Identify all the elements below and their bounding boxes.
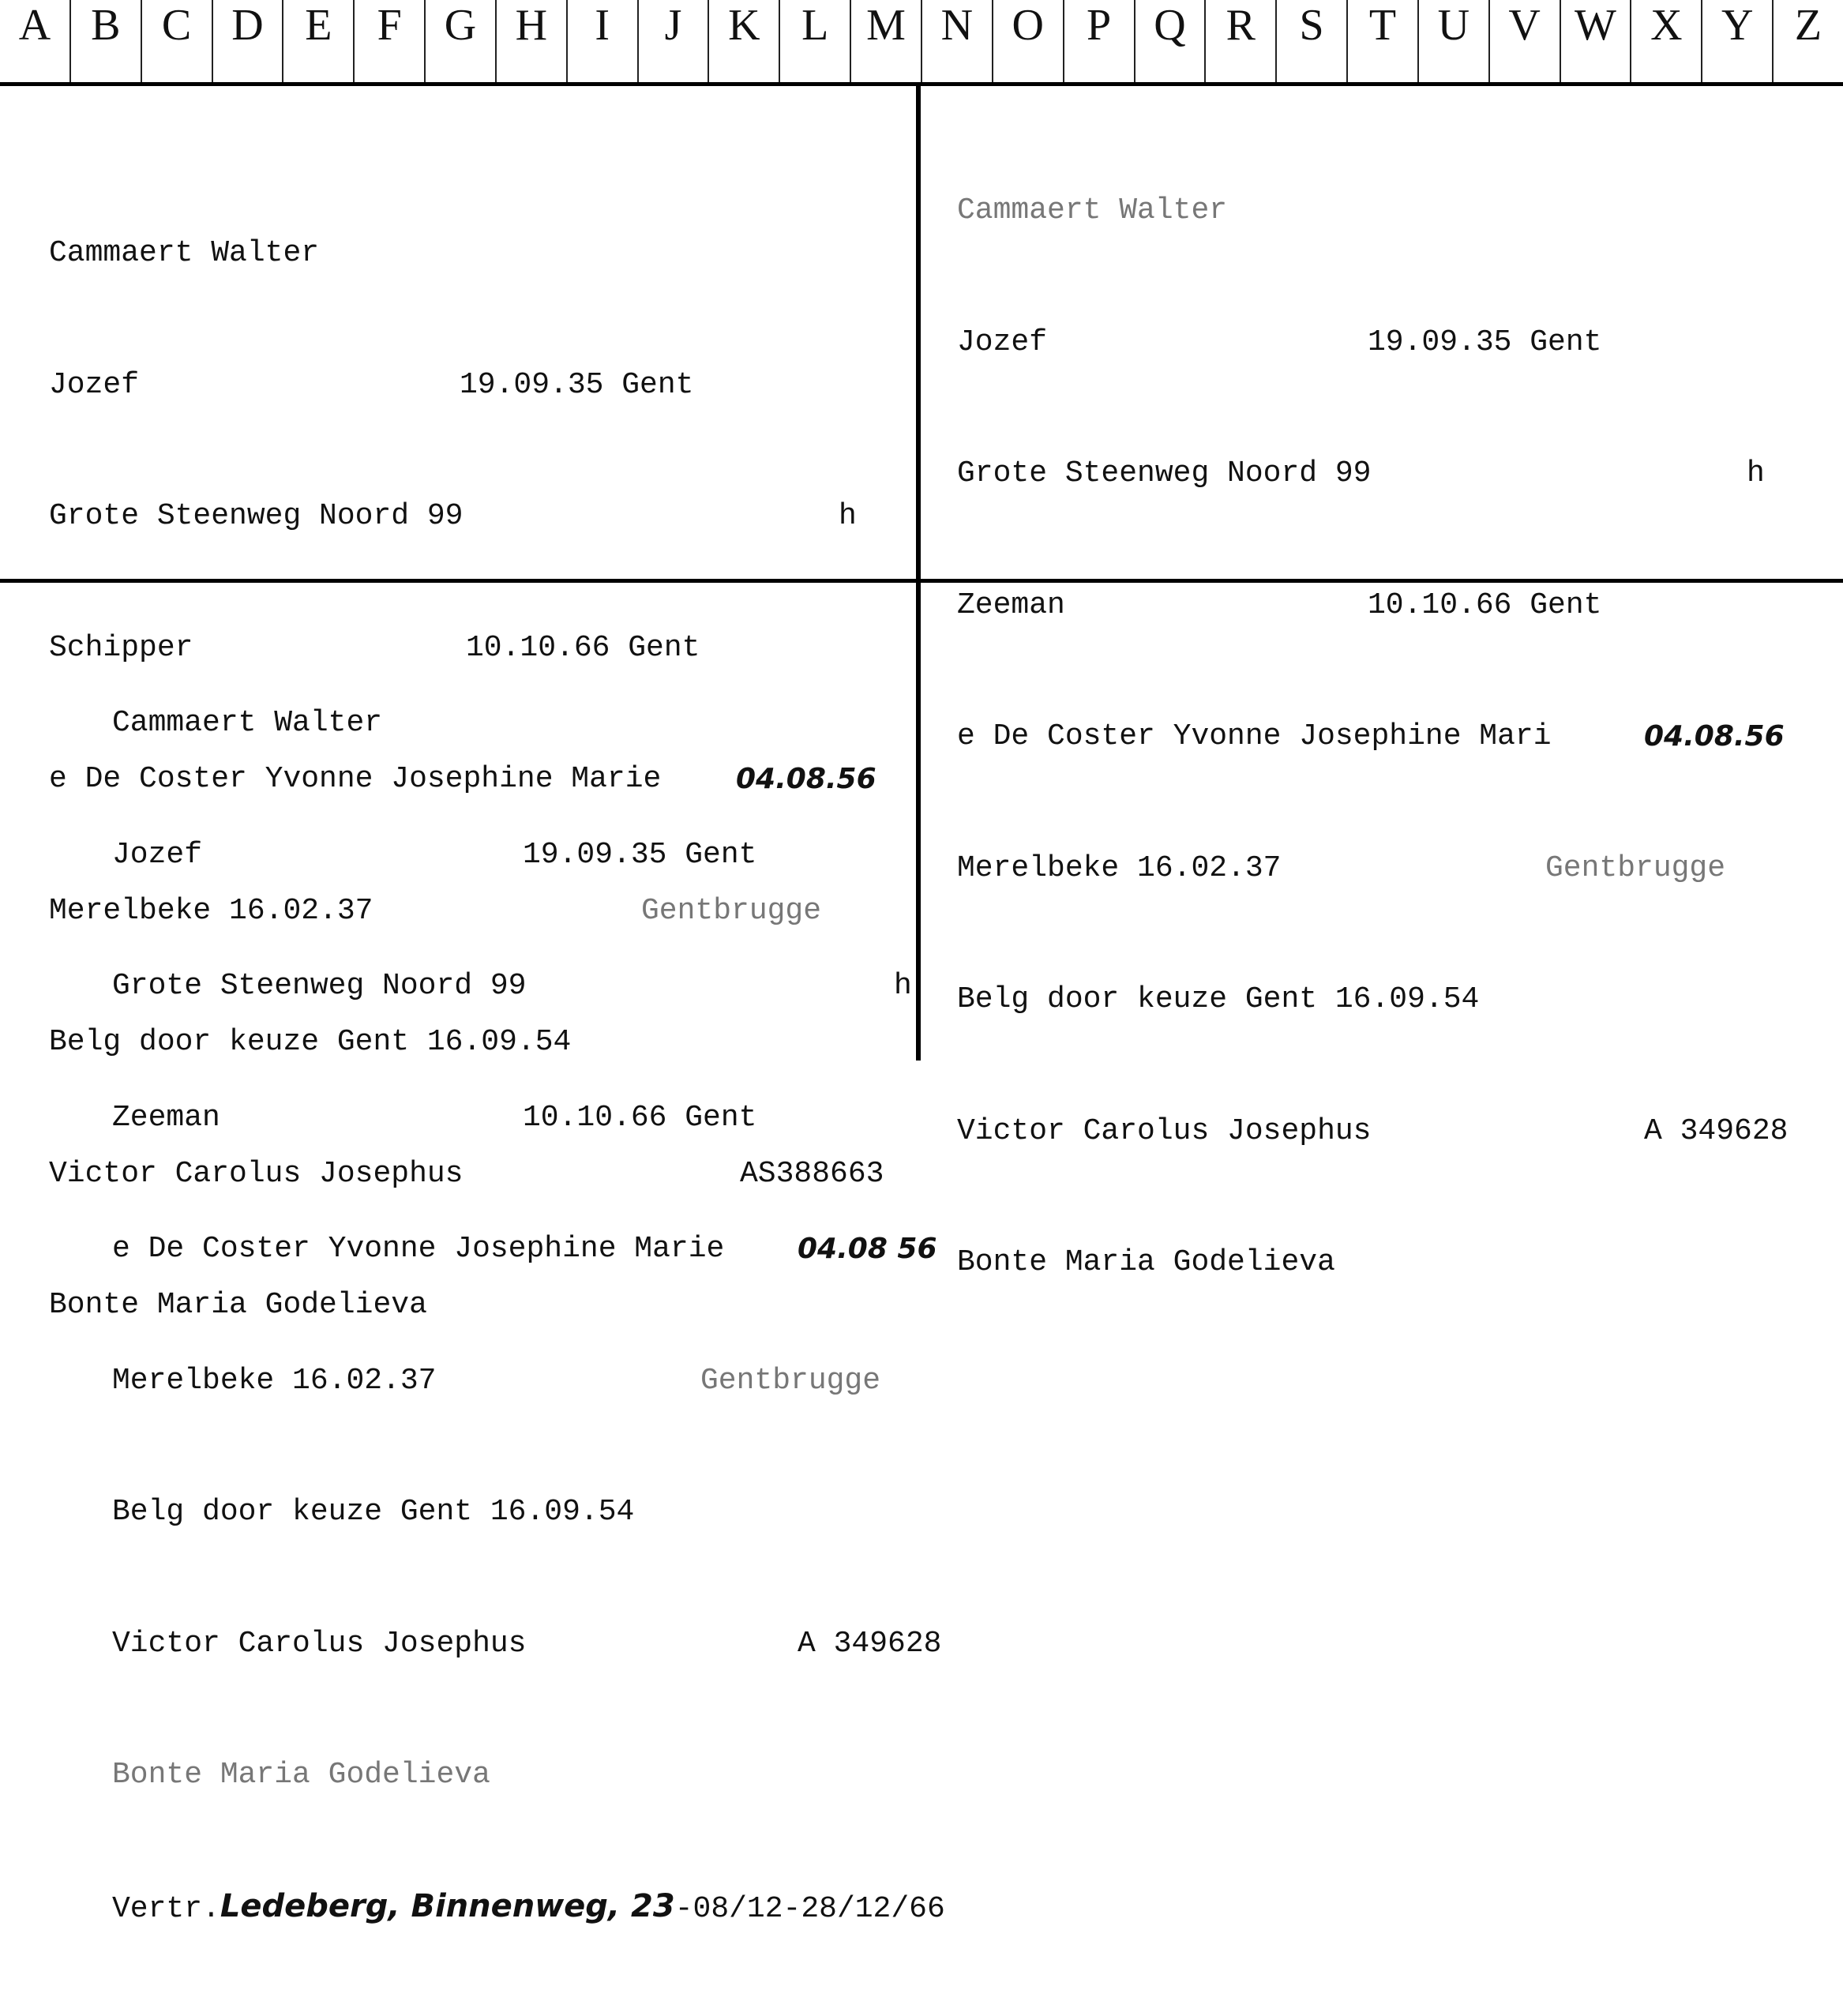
card-spouse: e De Coster Yvonne Josephine Mari	[957, 719, 1552, 753]
card-occupation: Zeeman	[112, 1100, 220, 1135]
card-since: 10.10.66 Gent	[1368, 588, 1602, 622]
card-father: Victor Carolus Josephus	[957, 1113, 1372, 1148]
card-sex: h	[894, 969, 912, 1003]
alphabet-letter-i: I	[568, 0, 639, 82]
card-marriage-date: 04.08.56	[736, 763, 876, 795]
alphabet-letter-y: Y	[1702, 0, 1774, 82]
alphabet-letter-g: G	[426, 0, 497, 82]
card-spouse-birth: Merelbeke 16.02.37	[957, 850, 1282, 885]
card-occupation: Schipper	[49, 630, 193, 665]
alphabet-letter-a: A	[0, 0, 71, 82]
alphabet-letter-j: J	[639, 0, 710, 82]
card-mother: Bonte Maria Godelieva	[112, 1758, 490, 1792]
card-since: 10.10.66 Gent	[466, 630, 700, 665]
alphabet-letter-k: K	[709, 0, 780, 82]
departure-prefix: Vertr.	[112, 1891, 220, 1926]
card-id-number: AS388663	[740, 1156, 884, 1191]
card-sex: h	[839, 499, 857, 533]
card-marriage-date: 04.08 56	[798, 1233, 937, 1265]
card-marriage-date: 04.08.56	[1644, 720, 1785, 753]
card-id-number: A 349628	[798, 1626, 942, 1661]
alphabet-letter-f: F	[355, 0, 426, 82]
card-nationality: Belg door keuze Gent 16.09.54	[49, 1025, 572, 1059]
card-top-right	[957, 101, 1789, 1328]
card-birth: 19.09.35 Gent	[460, 367, 694, 402]
horizontal-divider	[0, 579, 1843, 583]
card-spouse-birth: Merelbeke 16.02.37	[112, 1363, 437, 1398]
alphabet-letter-r: R	[1206, 0, 1277, 82]
alphabet-letter-s: S	[1277, 0, 1348, 82]
card-birth: 19.09.35 Gent	[1368, 325, 1602, 359]
card-since: 10.10.66 Gent	[523, 1100, 757, 1135]
alphabet-letter-h: H	[497, 0, 568, 82]
alphabet-letter-u: U	[1419, 0, 1490, 82]
card-spouse-place: Gentbrugge	[641, 893, 822, 928]
card-id-number: A 349628	[1644, 1113, 1789, 1148]
alphabet-index-strip	[0, 0, 1843, 86]
card-first-name: Jozef	[112, 837, 203, 872]
alphabet-letter-p: P	[1064, 0, 1135, 82]
alphabet-letter-m: M	[851, 0, 922, 82]
alphabet-letter-n: N	[922, 0, 993, 82]
card-name: Cammaert Walter	[49, 236, 320, 270]
card-spouse: e De Coster Yvonne Josephine Marie	[112, 1232, 725, 1266]
card-occupation: Zeeman	[957, 588, 1065, 622]
card-father: Victor Carolus Josephus	[112, 1626, 527, 1661]
card-father: Victor Carolus Josephus	[49, 1156, 464, 1191]
alphabet-letter-b: B	[71, 0, 142, 82]
alphabet-letter-t: T	[1348, 0, 1419, 82]
alphabet-letter-v: V	[1490, 0, 1561, 82]
card-birth: 19.09.35 Gent	[523, 837, 757, 872]
alphabet-letter-x: X	[1631, 0, 1702, 82]
card-spouse-place: Gentbrugge	[700, 1363, 881, 1398]
card-sex: h	[1747, 456, 1765, 490]
card-street: Grote Steenweg Noord 99	[957, 456, 1372, 490]
departure-dates: -08/12-28/12/66	[674, 1891, 945, 1926]
card-name: Cammaert Walter	[957, 193, 1228, 227]
card-name: Cammaert Walter	[112, 706, 383, 740]
alphabet-letter-q: Q	[1135, 0, 1207, 82]
vertical-divider	[916, 86, 921, 1061]
card-nationality: Belg door keuze Gent 16.09.54	[112, 1495, 635, 1529]
card-mother: Bonte Maria Godelieva	[957, 1245, 1335, 1279]
card-street: Grote Steenweg Noord 99	[49, 499, 464, 533]
card-departure	[112, 1885, 945, 1932]
card-nationality: Belg door keuze Gent 16.09.54	[957, 982, 1480, 1016]
card-street: Grote Steenweg Noord 99	[112, 969, 527, 1003]
card-first-name: Jozef	[957, 325, 1048, 359]
alphabet-letter-z: Z	[1794, 1, 1822, 50]
alphabet-letter-c: C	[142, 0, 213, 82]
alphabet-letter-w: W	[1561, 0, 1632, 82]
alphabet-letter-o: O	[993, 0, 1064, 82]
card-spouse-birth: Merelbeke 16.02.37	[49, 893, 373, 928]
card-first-name: Jozef	[49, 367, 140, 402]
card-spouse-place: Gentbrugge	[1545, 850, 1726, 885]
card-mother: Bonte Maria Godelieva	[49, 1288, 427, 1322]
departure-handwritten: Ledeberg, Binnenweg, 23	[220, 1887, 675, 1924]
alphabet-letter-d: D	[213, 0, 284, 82]
alphabet-letter-e: E	[283, 0, 355, 82]
card-spouse: e De Coster Yvonne Josephine Marie	[49, 762, 662, 796]
alphabet-letter-l: L	[780, 0, 851, 82]
